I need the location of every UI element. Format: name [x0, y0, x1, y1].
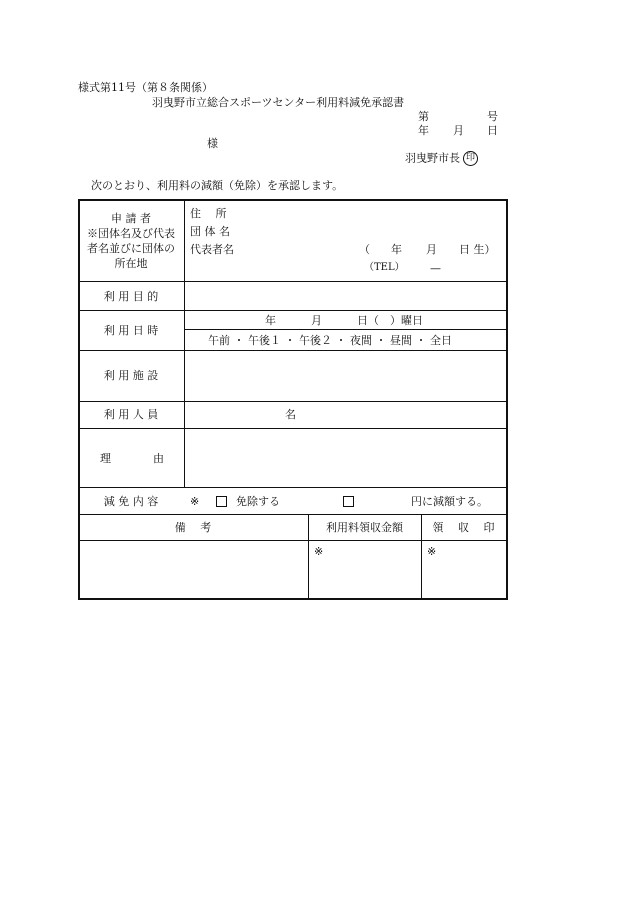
- intro-text: 次のとおり、利用料の減額（免除）を承認します。: [91, 179, 344, 192]
- issuer-name: 羽曳野市長: [405, 151, 460, 165]
- people-unit: 名: [285, 408, 296, 421]
- tel-label: （TEL）: [364, 262, 405, 273]
- approval-table: [78, 199, 506, 598]
- receipt-stamp-header: 領 収 印: [432, 521, 495, 534]
- reduction-label: 減 免 内 容: [103, 495, 159, 508]
- fee-amount-header: 利用料領収金額: [326, 521, 403, 534]
- rule-after-reduction: [78, 514, 506, 515]
- birth-year-label: 年: [391, 243, 402, 256]
- representative-label: 代表者名: [190, 243, 234, 256]
- seal-stamp: 印: [463, 151, 478, 166]
- birth-day-label: 日 生）: [459, 243, 496, 256]
- rule-after-people: [78, 428, 506, 429]
- form-number: 様式第11号（第８条関係）: [78, 81, 213, 94]
- date-year-label: 年: [418, 124, 429, 137]
- rule-datetime-split: [184, 329, 506, 330]
- label-column-divider: [184, 199, 185, 487]
- birth-open: （: [359, 243, 370, 256]
- purpose-label: 利 用 目 的: [103, 290, 159, 303]
- birth-month-label: 月: [426, 243, 437, 256]
- rule-after-purpose: [78, 310, 506, 311]
- date-day-label: 日: [487, 124, 498, 137]
- doc-number-suffix: 号: [487, 110, 498, 123]
- datetime-year-label: 年: [265, 314, 276, 327]
- applicant-label-3: 者名並びに団体の: [87, 242, 175, 255]
- rule-after-reason: [78, 487, 506, 488]
- reduce-checkbox[interactable]: [343, 496, 354, 508]
- datetime-day-weekday: 日（ ）曜日: [357, 314, 423, 327]
- exempt-label: 免除する: [236, 495, 280, 508]
- fee-amount-mark: ※: [314, 545, 324, 558]
- time-slot-options: 午前 ・ 午後１ ・ 午後２ ・ 夜間 ・ 昼間 ・ 全日: [208, 334, 452, 347]
- group-name-label: 団 体 名: [190, 225, 230, 238]
- document-title: 羽曳野市立総合スポーツセンター利用料減免承認書: [152, 96, 405, 109]
- rule-after-applicant: [78, 281, 506, 282]
- tel-dash: —: [430, 262, 441, 275]
- rule-after-facility: [78, 401, 506, 402]
- exempt-checkbox[interactable]: [216, 496, 227, 508]
- address-label: 住 所: [190, 207, 227, 220]
- datetime-month-label: 月: [311, 314, 322, 327]
- applicant-label-2: ※団体名及び代表: [87, 227, 175, 240]
- people-label: 利 用 人 員: [103, 408, 159, 421]
- applicant-label-4: 所在地: [114, 257, 148, 270]
- datetime-label: 利 用 日 時: [103, 324, 159, 337]
- receipt-stamp-mark: ※: [427, 545, 437, 558]
- reason-label-right: 由: [153, 452, 164, 465]
- doc-number-prefix: 第: [418, 110, 429, 123]
- addressee-suffix: 様: [207, 137, 218, 150]
- rule-after-footer-header: [78, 540, 506, 541]
- issuer-block: [405, 151, 478, 166]
- reduce-label: 円に減額する。: [411, 495, 488, 508]
- date-month-label: 月: [453, 124, 464, 137]
- rule-after-datetime: [78, 350, 506, 351]
- reason-label-left: 理: [100, 452, 111, 465]
- remarks-header: 備 考: [174, 521, 212, 534]
- reduction-mark: ※: [190, 495, 200, 508]
- facility-label: 利 用 施 設: [103, 369, 159, 382]
- applicant-label-1: 申 請 者: [111, 212, 151, 225]
